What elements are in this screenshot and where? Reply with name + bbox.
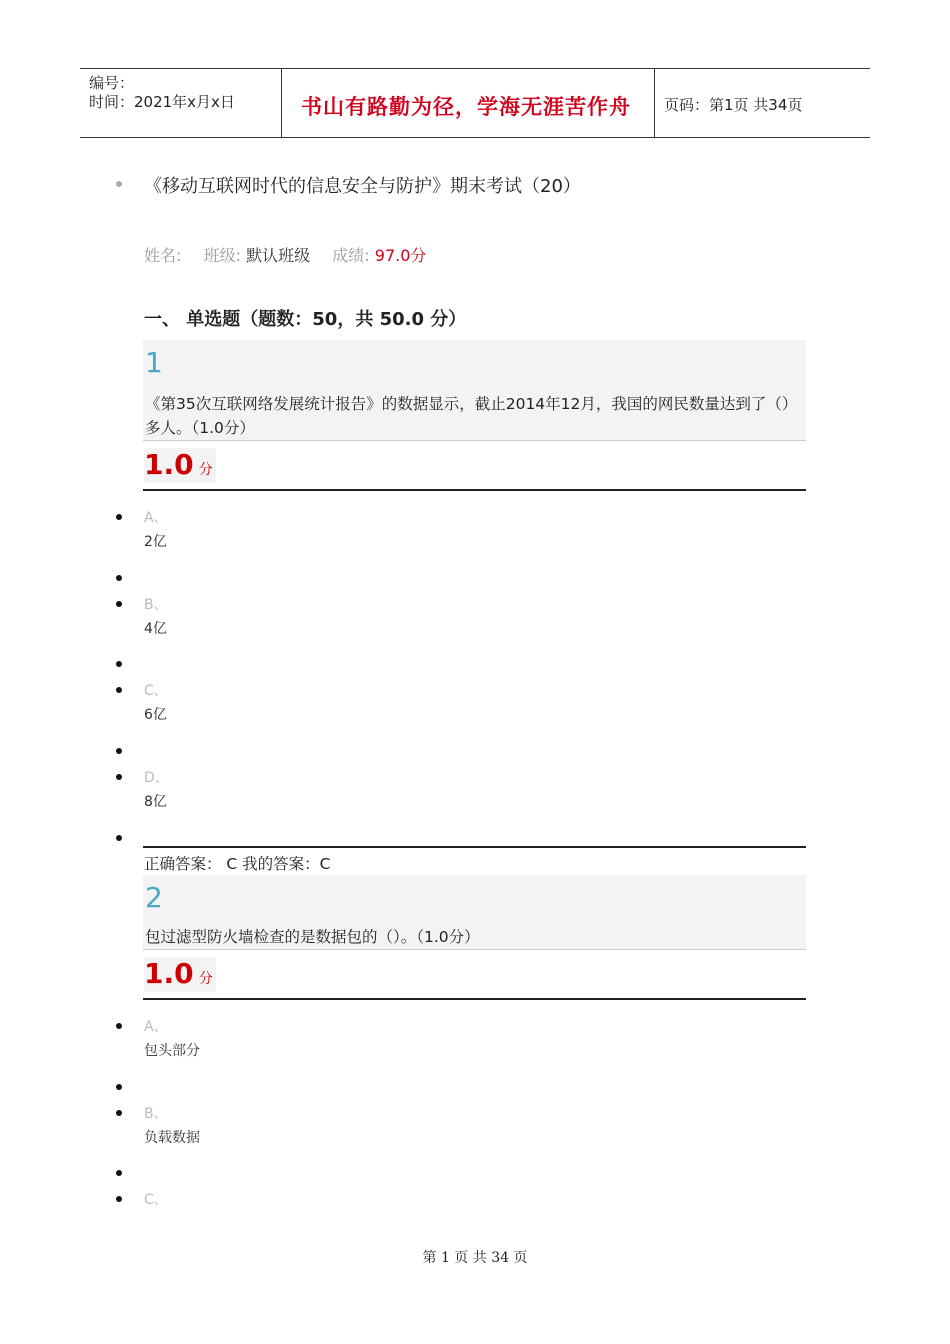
header-motto-cell — [281, 69, 655, 137]
question-box — [143, 875, 806, 949]
divider — [143, 489, 806, 491]
bullet-icon — [116, 514, 122, 520]
bullet-icon — [116, 1110, 122, 1116]
bullet-icon — [116, 601, 122, 607]
option-text[interactable]: 2亿 — [144, 534, 167, 550]
score-label: 成绩: — [332, 246, 370, 265]
page-info: 页码：第1页 共34页 — [664, 96, 803, 114]
bullet-icon — [116, 1084, 122, 1090]
divider — [143, 998, 806, 1000]
exam-title: 《移动互联网时代的信息安全与防护》期末考试（20） — [144, 176, 581, 197]
divider — [143, 440, 806, 441]
answer-line: 正确答案： C 我的答案：C — [144, 855, 331, 873]
option-label[interactable]: A、 — [144, 510, 168, 526]
bullet-icon — [116, 774, 122, 780]
score-number: 1.0 — [144, 448, 194, 481]
serial-label: 编号： — [89, 74, 135, 92]
page-footer: 第 1 页 共 34 页 — [422, 1250, 528, 1266]
name-label: 姓名: — [144, 246, 182, 265]
option-label[interactable]: C、 — [144, 1192, 168, 1208]
motto: 书山有路勤为径，学海无涯苦作舟 — [301, 94, 631, 119]
section-heading: 一、 单选题（题数：50，共 50.0 分） — [144, 309, 467, 330]
option-text[interactable]: 6亿 — [144, 707, 167, 723]
option-text[interactable]: 负载数据 — [144, 1130, 200, 1146]
bullet-icon — [116, 687, 122, 693]
bullet-icon — [116, 661, 122, 667]
bullet-icon — [116, 1170, 122, 1176]
score-unit: 分 — [198, 971, 213, 987]
question-text: 包过滤型防火墙检查的是数据包的（）。（1.0分） — [145, 928, 480, 946]
question-score — [144, 957, 216, 992]
score-value: 97.0分 — [374, 246, 427, 265]
bullet-icon — [116, 1196, 122, 1202]
time-label: 时间：2021年x月x日 — [89, 93, 235, 111]
option-label[interactable]: B、 — [144, 1106, 168, 1122]
question-score — [144, 448, 216, 483]
header-page-cell — [655, 69, 870, 137]
divider — [143, 846, 806, 848]
question-box — [143, 340, 806, 440]
page-header — [80, 68, 870, 138]
option-text[interactable]: 4亿 — [144, 621, 167, 637]
option-text[interactable]: 8亿 — [144, 794, 167, 810]
divider — [143, 949, 806, 950]
bullet-icon — [116, 835, 122, 841]
option-text[interactable]: 包头部分 — [144, 1043, 200, 1059]
score-number: 1.0 — [144, 957, 194, 990]
option-label[interactable]: A、 — [144, 1019, 168, 1035]
question-text: 《第35次互联网络发展统计报告》的数据显示，截止2014年12月，我国的网民数量达到了（）多人。（1.0分） — [145, 395, 798, 437]
bullet-icon — [116, 181, 122, 187]
bullet-icon — [116, 1023, 122, 1029]
option-label[interactable]: C、 — [144, 683, 168, 699]
student-info — [144, 243, 426, 266]
question-number: 2 — [145, 881, 163, 914]
bullet-icon — [116, 575, 122, 581]
class-value: 默认班级 — [246, 246, 311, 265]
header-meta-cell — [80, 69, 282, 137]
class-label: 班级: — [203, 246, 241, 265]
option-label[interactable]: B、 — [144, 597, 168, 613]
option-label[interactable]: D、 — [144, 770, 169, 786]
question-number: 1 — [145, 346, 163, 379]
score-unit: 分 — [198, 462, 213, 478]
bullet-icon — [116, 748, 122, 754]
